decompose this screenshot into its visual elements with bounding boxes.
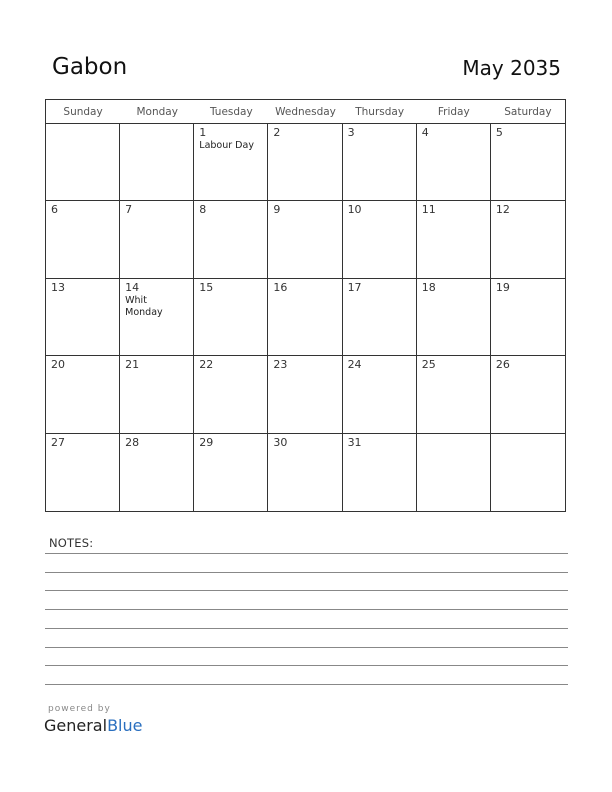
day-number: 10	[347, 203, 362, 217]
notes-label: NOTES:	[49, 536, 94, 550]
day-number: 15	[199, 280, 214, 294]
generalblue-logo	[44, 716, 142, 735]
day-cell	[343, 279, 417, 356]
weekday-header: Thursday	[343, 100, 417, 124]
day-number: 17	[347, 280, 362, 294]
day-cell	[417, 434, 491, 511]
day-number: 18	[421, 280, 436, 294]
day-cell	[268, 279, 342, 356]
notes-line	[45, 647, 568, 648]
day-cell	[417, 124, 491, 201]
day-number: 5	[495, 126, 503, 139]
day-cell	[268, 434, 342, 511]
day-number: 19	[495, 280, 510, 294]
day-cell	[343, 434, 417, 511]
day-number: 16	[273, 280, 288, 294]
day-number: 25	[421, 358, 436, 372]
weekday-header: Friday	[417, 100, 491, 124]
day-cell	[120, 124, 194, 201]
day-cell	[120, 434, 194, 511]
day-cell	[417, 201, 491, 278]
brand-general: General	[44, 716, 108, 735]
day-cell	[268, 201, 342, 278]
weekday-header: Saturday	[491, 100, 565, 124]
day-cell	[491, 201, 565, 278]
day-number: 23	[273, 358, 288, 372]
day-cell	[120, 356, 194, 433]
weekday-header: Monday	[120, 100, 194, 124]
weekday-header: Tuesday	[194, 100, 268, 124]
day-number: 12	[495, 203, 510, 217]
day-cell	[194, 356, 268, 433]
day-cell	[120, 279, 194, 356]
day-number: 13	[51, 280, 65, 294]
day-number: 9	[273, 203, 281, 217]
day-cell	[268, 124, 342, 201]
day-number: 20	[51, 358, 65, 372]
day-number: 24	[347, 358, 362, 372]
day-number: 28	[125, 435, 140, 449]
day-number: 21	[125, 358, 140, 372]
weekday-header: Sunday	[46, 100, 120, 124]
day-cell	[46, 434, 120, 511]
day-number: 11	[421, 203, 436, 217]
holiday-label: Whit Monday	[125, 294, 163, 318]
day-cell	[194, 434, 268, 511]
day-cell	[194, 201, 268, 278]
day-number: 31	[347, 435, 362, 449]
notes-line	[45, 609, 568, 610]
day-number: 14	[125, 280, 140, 294]
day-number: 22	[199, 358, 214, 372]
holiday-label: Labour Day	[199, 140, 254, 151]
day-cell	[46, 201, 120, 278]
day-cell	[417, 279, 491, 356]
day-number: 8	[199, 203, 207, 217]
day-cell	[417, 356, 491, 433]
notes-line	[45, 684, 568, 685]
day-number: 7	[125, 203, 133, 217]
day-number: 30	[273, 435, 288, 449]
day-number: 29	[199, 435, 214, 449]
day-cell	[46, 356, 120, 433]
day-cell	[491, 434, 565, 511]
weekday-header: Wednesday	[268, 100, 342, 124]
day-cell	[491, 279, 565, 356]
month-year-title: May 2035	[462, 56, 561, 80]
day-cell	[46, 124, 120, 201]
calendar-grid	[45, 99, 566, 512]
day-cell	[194, 279, 268, 356]
day-number: 2	[273, 126, 281, 139]
day-number: 1	[199, 126, 207, 139]
day-number: 3	[347, 126, 355, 139]
day-cell	[491, 356, 565, 433]
day-cell	[343, 201, 417, 278]
day-cell	[46, 279, 120, 356]
powered-by-text: powered by	[48, 704, 111, 714]
notes-line	[45, 553, 568, 554]
day-cell	[268, 356, 342, 433]
day-number: 4	[421, 126, 429, 139]
country-title: Gabon	[52, 54, 128, 80]
day-number: 6	[51, 203, 58, 217]
notes-line	[45, 665, 568, 666]
day-cell	[343, 356, 417, 433]
day-number: 27	[51, 435, 65, 449]
brand-blue: Blue	[107, 716, 143, 735]
notes-line	[45, 590, 568, 591]
notes-line	[45, 572, 568, 573]
notes-line	[45, 628, 568, 629]
day-cell	[343, 124, 417, 201]
day-cell	[194, 124, 268, 201]
day-cell	[120, 201, 194, 278]
day-cell	[491, 124, 565, 201]
day-number: 26	[495, 358, 510, 372]
